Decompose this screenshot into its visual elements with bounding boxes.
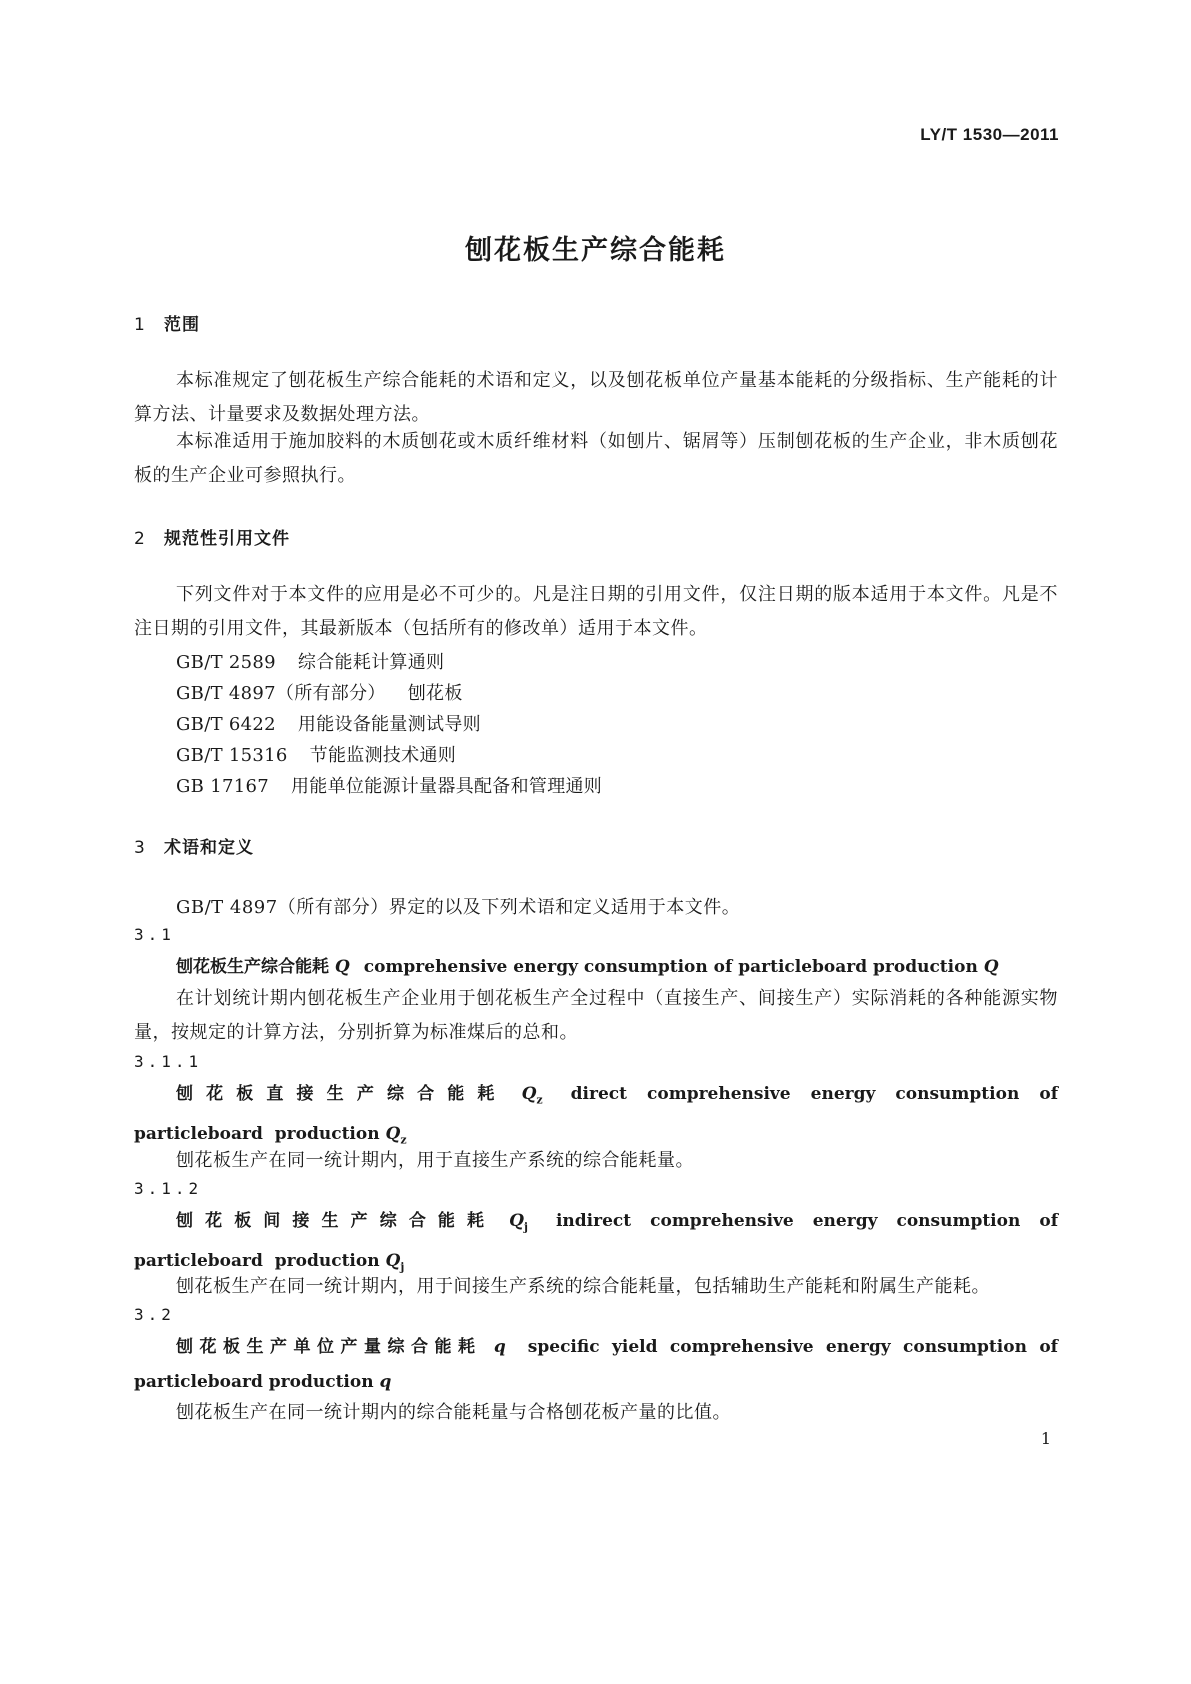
term-entry [134, 950, 1058, 985]
reference-item [176, 772, 602, 798]
reference-item [176, 741, 456, 767]
term-en: specific yield comprehensive energy consumption of particleboard production [134, 1337, 1058, 1392]
reference-item [176, 710, 481, 736]
term-symbol-subscript: j [400, 1260, 405, 1274]
clause-number: 3.1.2 [134, 1179, 203, 1198]
reference-code: GB/T 4897（所有部分） [176, 683, 386, 704]
reference-title: 用能单位能源计量器具配备和管理通则 [291, 776, 603, 797]
section-number: 1 [134, 315, 146, 335]
clause-number: 3.1 [134, 925, 175, 944]
terms-intro: GB/T 4897（所有部分）界定的以及下列术语和定义适用于本文件。 [176, 897, 741, 918]
reference-title: 综合能耗计算通则 [297, 652, 445, 673]
section-heading-terms [134, 833, 254, 858]
term-definition: 刨花板生产在同一统计期内，用于直接生产系统的综合能耗量。 [176, 1150, 694, 1171]
term-symbol-subscript: z [400, 1133, 407, 1147]
section-number: 2 [134, 529, 146, 549]
reference-code: GB/T 6422 [176, 714, 276, 735]
page-number: 1 [1040, 1429, 1051, 1448]
term-zh: 刨花板间接生产综合能耗 [176, 1211, 497, 1231]
section-heading-scope [134, 310, 200, 335]
standard-code: LY/T 1530—2011 [920, 125, 1059, 144]
term-zh: 刨花板生产综合能耗 [176, 957, 329, 977]
section-heading-normative-references [134, 524, 290, 549]
term-en: direct comprehensive energy consumption of particleboard production [134, 1084, 1059, 1145]
term-en: indirect comprehensive energy consumption of particleboard production [134, 1211, 1059, 1272]
term-symbol: q [379, 1372, 392, 1392]
term-symbol: Q [385, 1251, 401, 1272]
term-zh: 刨花板生产单位产量综合能耗 [176, 1337, 482, 1357]
document-title: 刨花板生产综合能耗 [465, 235, 726, 266]
term-definition: 刨花板生产在同一统计期内，用于间接生产系统的综合能耗量，包括辅助生产能耗和附属生产能耗。 [176, 1276, 990, 1297]
term-entry [134, 1330, 1058, 1400]
clause-number: 3.1.1 [134, 1052, 203, 1071]
section-number: 3 [134, 838, 146, 858]
section-title: 术语和定义 [164, 838, 254, 858]
scope-paragraph-1: 本标准规定了刨花板生产综合能耗的术语和定义，以及刨花板单位产量基本能耗的分级指标、生产能耗的计算方法、计量要求及数据处理方法。 [134, 370, 1058, 425]
term-symbol: Q [509, 1211, 524, 1231]
term-definition: 在计划统计期内刨花板生产企业用于刨花板生产全过程中（直接生产、间接生产）实际消耗的各种能源实物量，按规定的计算方法，分别折算为标准煤后的总和。 [134, 988, 1058, 1043]
term-symbol: q [493, 1337, 506, 1357]
reference-title: 用能设备能量测试导则 [297, 714, 481, 735]
term-symbol-subscript: z [536, 1093, 543, 1107]
term-symbol-subscript: j [523, 1220, 528, 1234]
reference-code: GB/T 15316 [176, 745, 288, 766]
term-symbol: Q [983, 957, 999, 977]
section-title: 范围 [164, 315, 200, 335]
reference-item [176, 648, 444, 674]
term-zh: 刨花板直接生产综合能耗 [176, 1084, 508, 1104]
section-title: 规范性引用文件 [164, 529, 290, 549]
reference-code: GB 17167 [176, 776, 269, 797]
clause-number: 3.2 [134, 1305, 175, 1324]
reference-title: 刨花板 [407, 683, 463, 704]
scope-paragraph-2: 本标准适用于施加胶料的木质刨花或木质纤维材料（如刨片、锯屑等）压制刨花板的生产企业，非木质刨花板的生产企业可参照执行。 [134, 431, 1058, 486]
term-en: comprehensive energy consumption of particleboard production [363, 957, 978, 977]
reference-code: GB/T 2589 [176, 652, 276, 673]
term-definition: 刨花板生产在同一统计期内的综合能耗量与合格刨花板产量的比值。 [176, 1402, 731, 1423]
term-symbol: Q [334, 957, 350, 977]
term-symbol: Q [521, 1084, 537, 1104]
reference-item [176, 679, 463, 705]
term-symbol: Q [385, 1124, 401, 1145]
references-intro: 下列文件对于本文件的应用是必不可少的。凡是注日期的引用文件，仅注日期的版本适用于本文件。凡是不注日期的引用文件，其最新版本（包括所有的修改单）适用于本文件。 [134, 584, 1058, 639]
reference-title: 节能监测技术通则 [309, 745, 457, 766]
